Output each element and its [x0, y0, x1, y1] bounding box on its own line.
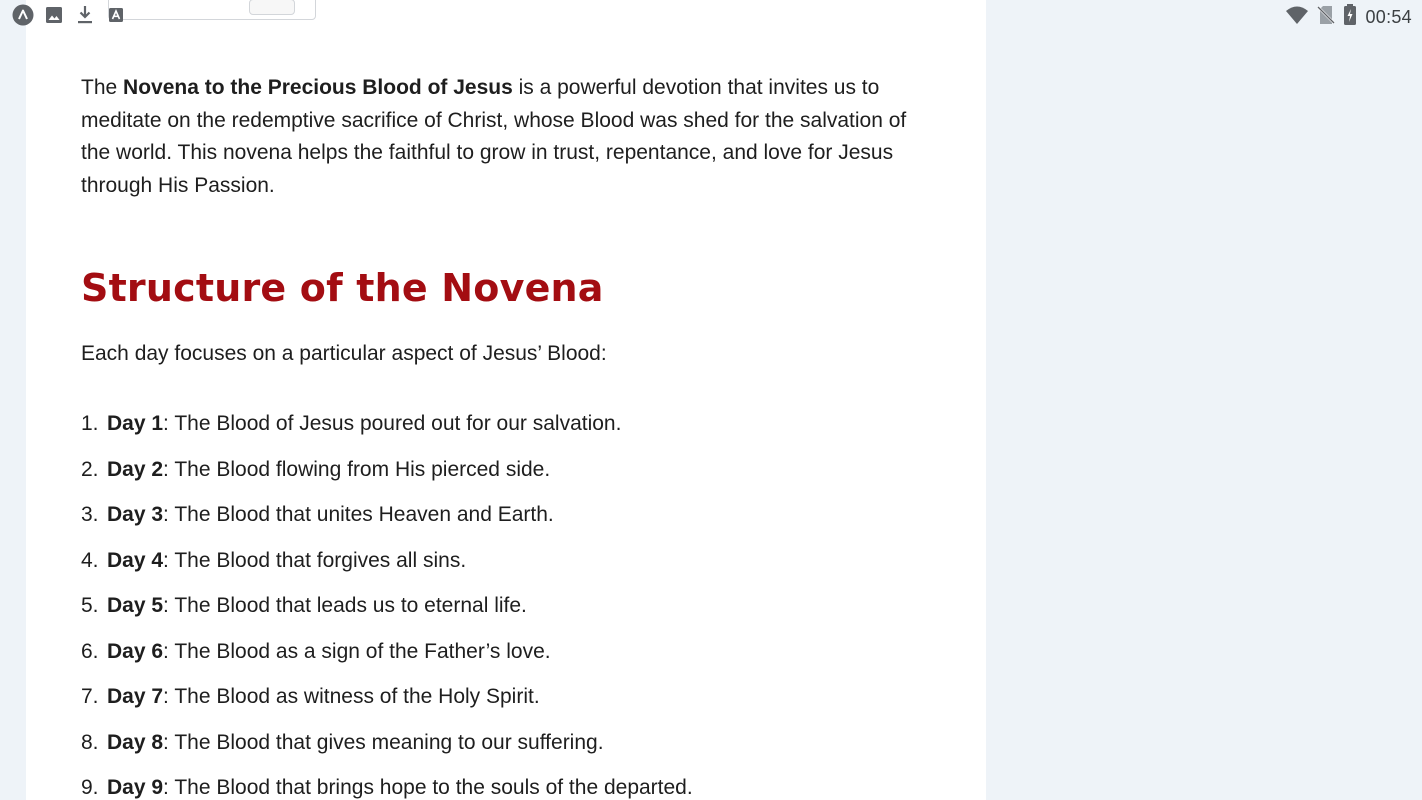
list-item	[81, 454, 693, 500]
intro-bold: Novena to the Precious Blood of Jesus	[123, 76, 513, 99]
list-item	[81, 408, 693, 454]
list-item-text: : The Blood that gives meaning to our suffering.	[163, 730, 604, 754]
list-item-text: : The Blood as witness of the Holy Spirit.	[163, 685, 540, 708]
intro-post: is a powerful devotion that invites us to meditate on the redemptive sacrifice of Christ, whose Blood was shed for the salvation of the world. This novena helps the faithful to grow in trust, repentance, and love for Jesus through His Passion.	[81, 76, 907, 198]
download-icon	[74, 4, 96, 26]
list-item	[81, 499, 693, 545]
list-item-text: : The Blood that unites Heaven and Earth.	[163, 503, 554, 526]
intro-pre: The	[81, 76, 124, 99]
list-item-text: : The Blood that leads us to eternal life.	[163, 594, 527, 617]
list-item	[81, 636, 693, 682]
intro-paragraph	[81, 72, 941, 203]
list-item-number: 6.	[81, 639, 99, 663]
list-item-number: 9.	[81, 776, 99, 799]
section-title: Structure of the Novena	[81, 266, 604, 310]
wifi-icon	[1285, 5, 1309, 30]
list-item-number: 7.	[81, 685, 99, 708]
list-item	[81, 727, 693, 773]
list-item-label: Day 5	[107, 594, 164, 617]
status-bar	[0, 0, 1422, 32]
list-item-number: 5.	[81, 594, 99, 617]
list-item-label: Day 9	[107, 776, 164, 799]
list-item-text: : The Blood that forgives all sins.	[163, 548, 467, 572]
status-bar-system	[1285, 4, 1412, 31]
list-item	[81, 545, 693, 591]
battery-charging-icon	[1343, 4, 1357, 31]
app-logo-icon	[12, 4, 34, 26]
text-recognition-icon	[105, 4, 127, 26]
image-icon	[43, 4, 65, 26]
day-list	[81, 408, 693, 800]
status-bar-notifications	[12, 4, 127, 26]
list-item-label: Day 1	[107, 412, 164, 435]
list-item-text: : The Blood of Jesus poured out for our salvation.	[163, 412, 622, 435]
list-item	[81, 681, 693, 727]
list-item-label: Day 3	[107, 503, 164, 526]
list-item-number: 1.	[81, 412, 99, 435]
list-item-number: 8.	[81, 730, 99, 754]
list-item	[81, 772, 693, 800]
list-item-label: Day 2	[107, 457, 164, 481]
list-item-text: : The Blood as a sign of the Father’s love.	[163, 639, 551, 663]
list-item-number: 3.	[81, 503, 99, 526]
list-item-label: Day 4	[107, 548, 164, 572]
list-item-label: Day 6	[107, 639, 164, 663]
status-time: 00:54	[1365, 7, 1412, 27]
list-item-text: : The Blood that brings hope to the souls of the departed.	[163, 776, 693, 799]
article-card	[26, 0, 986, 800]
list-item	[81, 590, 693, 636]
no-sim-icon	[1317, 5, 1335, 30]
article-body	[81, 72, 941, 799]
list-item-number: 2.	[81, 457, 99, 481]
list-item-label: Day 7	[107, 685, 164, 708]
list-item-label: Day 8	[107, 730, 164, 754]
list-item-text: : The Blood flowing from His pierced side.	[163, 457, 551, 481]
list-item-number: 4.	[81, 548, 99, 572]
lead-text: Each day focuses on a particular aspect of Jesus’ Blood:	[81, 342, 607, 365]
